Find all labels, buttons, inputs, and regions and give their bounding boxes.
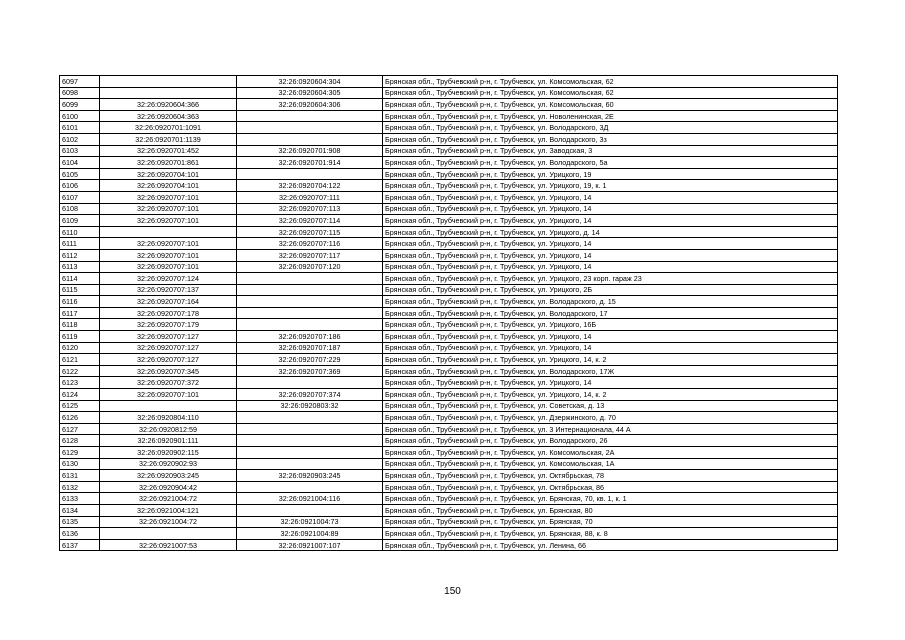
table-row (60, 215, 838, 227)
address-cell: Брянская обл., Трубчевский р-н, г. Трубчевск, ул. 3 Интернационала, 44 А (383, 423, 838, 435)
table-row (60, 110, 838, 122)
parcel-cadastral-cell: 32:26:0920707:178 (100, 307, 237, 319)
address-cell: Брянская обл., Трубчевский р-н, г. Трубчевск, ул. Брянская, 70, кв. 1, к. 1 (383, 493, 838, 505)
record-number-cell: 6137 (60, 539, 100, 551)
table-row (60, 528, 838, 540)
parcel-cadastral-cell: 32:26:0921007:53 (100, 539, 237, 551)
building-cadastral-cell: 32:26:0921004:116 (237, 493, 383, 505)
record-number-cell: 6114 (60, 273, 100, 285)
building-cadastral-cell: 32:26:0920604:305 (237, 87, 383, 99)
parcel-cadastral-cell: 32:26:0920707:101 (100, 261, 237, 273)
building-cadastral-cell: 32:26:0920707:374 (237, 389, 383, 401)
address-cell: Брянская обл., Трубчевский р-н, г. Трубчевск, ул. Урицкого, д. 14 (383, 226, 838, 238)
building-cadastral-cell (237, 133, 383, 145)
address-cell: Брянская обл., Трубчевский р-н, г. Трубчевск, ул. Брянская, 88, к. 8 (383, 528, 838, 540)
address-cell: Брянская обл., Трубчевский р-н, г. Трубчевск, ул. Урицкого, 14 (383, 261, 838, 273)
record-number-cell: 6097 (60, 76, 100, 88)
address-cell: Брянская обл., Трубчевский р-н, г. Трубчевск, ул. Володарского, 17 (383, 307, 838, 319)
parcel-cadastral-cell: 32:26:0920707:164 (100, 296, 237, 308)
table-row (60, 145, 838, 157)
record-number-cell: 6103 (60, 145, 100, 157)
address-cell: Брянская обл., Трубчевский р-н, г. Трубчевск, ул. Советская, д. 13 (383, 400, 838, 412)
table-row (60, 539, 838, 551)
record-number-cell: 6101 (60, 122, 100, 134)
table-row (60, 238, 838, 250)
parcel-cadastral-cell: 32:26:0920812:59 (100, 423, 237, 435)
table-row (60, 331, 838, 343)
table-row (60, 400, 838, 412)
record-number-cell: 6104 (60, 157, 100, 169)
table-row (60, 307, 838, 319)
address-cell: Брянская обл., Трубчевский р-н, г. Трубчевск, ул. Брянская, 80 (383, 504, 838, 516)
table-row (60, 157, 838, 169)
record-number-cell: 6126 (60, 412, 100, 424)
building-cadastral-cell (237, 273, 383, 285)
record-number-cell: 6121 (60, 354, 100, 366)
address-cell: Брянская обл., Трубчевский р-н, г. Трубчевск, ул. Урицкого, 23 корп. гараж 23 (383, 273, 838, 285)
address-cell: Брянская обл., Трубчевский р-н, г. Трубчевск, ул. Комсомольская, 60 (383, 99, 838, 111)
parcel-cadastral-cell: 32:26:0920707:179 (100, 319, 237, 331)
address-cell: Брянская обл., Трубчевский р-н, г. Трубчевск, ул. Володарского, 17Ж (383, 365, 838, 377)
parcel-cadastral-cell: 32:26:0920701:1091 (100, 122, 237, 134)
record-number-cell: 6110 (60, 226, 100, 238)
building-cadastral-cell (237, 458, 383, 470)
building-cadastral-cell: 32:26:0921007:107 (237, 539, 383, 551)
table-row (60, 389, 838, 401)
record-number-cell: 6113 (60, 261, 100, 273)
building-cadastral-cell (237, 412, 383, 424)
parcel-cadastral-cell: 32:26:0920704:101 (100, 168, 237, 180)
parcel-cadastral-cell (100, 226, 237, 238)
building-cadastral-cell: 32:26:0920701:914 (237, 157, 383, 169)
record-number-cell: 6127 (60, 423, 100, 435)
parcel-cadastral-cell: 32:26:0920901:111 (100, 435, 237, 447)
record-number-cell: 6116 (60, 296, 100, 308)
address-cell: Брянская обл., Трубчевский р-н, г. Трубчевск, ул. Урицкого, 14, к. 2 (383, 354, 838, 366)
address-cell: Брянская обл., Трубчевский р-н, г. Трубчевск, ул. Заводская, 3 (383, 145, 838, 157)
address-cell: Брянская обл., Трубчевский р-н, г. Трубчевск, ул. Володарского, 5а (383, 157, 838, 169)
table-row (60, 122, 838, 134)
parcel-cadastral-cell: 32:26:0921004:72 (100, 516, 237, 528)
building-cadastral-cell: 32:26:0920707:117 (237, 249, 383, 261)
parcel-cadastral-cell: 32:26:0920903:245 (100, 470, 237, 482)
address-cell: Брянская обл., Трубчевский р-н, г. Трубчевск, ул. Володарского, 3з (383, 133, 838, 145)
parcel-cadastral-cell (100, 76, 237, 88)
address-cell: Брянская обл., Трубчевский р-н, г. Трубчевск, ул. Комсомольская, 2А (383, 447, 838, 459)
building-cadastral-cell: 32:26:0920707:369 (237, 365, 383, 377)
address-cell: Брянская обл., Трубчевский р-н, г. Трубчевск, ул. Октябрьская, 78 (383, 470, 838, 482)
address-cell: Брянская обл., Трубчевский р-н, г. Трубчевск, ул. Урицкого, 14 (383, 215, 838, 227)
record-number-cell: 6120 (60, 342, 100, 354)
parcel-cadastral-cell: 32:26:0920902:93 (100, 458, 237, 470)
address-cell: Брянская обл., Трубчевский р-н, г. Трубчевск, ул. Урицкого, 14 (383, 342, 838, 354)
page-number: 150 (444, 586, 461, 597)
parcel-cadastral-cell: 32:26:0920707:101 (100, 238, 237, 250)
building-cadastral-cell (237, 296, 383, 308)
building-cadastral-cell (237, 110, 383, 122)
record-number-cell: 6118 (60, 319, 100, 331)
building-cadastral-cell (237, 168, 383, 180)
table-row (60, 481, 838, 493)
record-number-cell: 6130 (60, 458, 100, 470)
address-cell: Брянская обл., Трубчевский р-н, г. Трубчевск, ул. Урицкого, 14, к. 2 (383, 389, 838, 401)
record-number-cell: 6133 (60, 493, 100, 505)
address-cell: Брянская обл., Трубчевский р-н, г. Трубчевск, ул. Урицкого, 14 (383, 377, 838, 389)
record-number-cell: 6134 (60, 504, 100, 516)
parcel-cadastral-cell: 32:26:0920804:110 (100, 412, 237, 424)
records-table-body (60, 76, 838, 551)
address-cell: Брянская обл., Трубчевский р-н, г. Трубчевск, ул. Урицкого, 19 (383, 168, 838, 180)
building-cadastral-cell (237, 377, 383, 389)
building-cadastral-cell: 32:26:0920707:186 (237, 331, 383, 343)
building-cadastral-cell: 32:26:0921004:73 (237, 516, 383, 528)
parcel-cadastral-cell: 32:26:0920604:363 (100, 110, 237, 122)
building-cadastral-cell: 32:26:0921004:89 (237, 528, 383, 540)
building-cadastral-cell: 32:26:0920707:113 (237, 203, 383, 215)
record-number-cell: 6132 (60, 481, 100, 493)
parcel-cadastral-cell: 32:26:0920904:42 (100, 481, 237, 493)
address-cell: Брянская обл., Трубчевский р-н, г. Трубчевск, ул. Урицкого, 14 (383, 249, 838, 261)
address-cell: Брянская обл., Трубчевский р-н, г. Трубчевск, ул. Новоленинская, 2Е (383, 110, 838, 122)
parcel-cadastral-cell: 32:26:0920701:452 (100, 145, 237, 157)
table-row (60, 284, 838, 296)
parcel-cadastral-cell: 32:26:0920707:127 (100, 342, 237, 354)
address-cell: Брянская обл., Трубчевский р-н, г. Трубчевск, ул. Ленина, 66 (383, 539, 838, 551)
record-number-cell: 6099 (60, 99, 100, 111)
parcel-cadastral-cell: 32:26:0920707:127 (100, 331, 237, 343)
building-cadastral-cell: 32:26:0920707:116 (237, 238, 383, 250)
table-row (60, 191, 838, 203)
address-cell: Брянская обл., Трубчевский р-н, г. Трубчевск, ул. Урицкого, 2Б (383, 284, 838, 296)
address-cell: Брянская обл., Трубчевский р-н, г. Трубчевск, ул. Урицкого, 19, к. 1 (383, 180, 838, 192)
table-row (60, 87, 838, 99)
record-number-cell: 6107 (60, 191, 100, 203)
record-number-cell: 6122 (60, 365, 100, 377)
building-cadastral-cell: 32:26:0920707:229 (237, 354, 383, 366)
record-number-cell: 6105 (60, 168, 100, 180)
building-cadastral-cell (237, 122, 383, 134)
parcel-cadastral-cell (100, 87, 237, 99)
building-cadastral-cell: 32:26:0920707:120 (237, 261, 383, 273)
table-row (60, 296, 838, 308)
building-cadastral-cell: 32:26:0920707:187 (237, 342, 383, 354)
parcel-cadastral-cell: 32:26:0920707:101 (100, 191, 237, 203)
address-cell: Брянская обл., Трубчевский р-н, г. Трубчевск, ул. Урицкого, 16Б (383, 319, 838, 331)
parcel-cadastral-cell: 32:26:0920902:115 (100, 447, 237, 459)
record-number-cell: 6112 (60, 249, 100, 261)
address-cell: Брянская обл., Трубчевский р-н, г. Трубчевск, ул. Комсомольская, 1А (383, 458, 838, 470)
building-cadastral-cell: 32:26:0920707:115 (237, 226, 383, 238)
table-row (60, 458, 838, 470)
record-number-cell: 6129 (60, 447, 100, 459)
address-cell: Брянская обл., Трубчевский р-н, г. Трубчевск, ул. Володарского, 26 (383, 435, 838, 447)
address-cell: Брянская обл., Трубчевский р-н, г. Трубчевск, ул. Брянская, 70 (383, 516, 838, 528)
record-number-cell: 6106 (60, 180, 100, 192)
record-number-cell: 6125 (60, 400, 100, 412)
table-row (60, 470, 838, 482)
parcel-cadastral-cell: 32:26:0920704:101 (100, 180, 237, 192)
address-cell: Брянская обл., Трубчевский р-н, г. Трубчевск, ул. Дзержинского, д. 70 (383, 412, 838, 424)
record-number-cell: 6111 (60, 238, 100, 250)
record-number-cell: 6098 (60, 87, 100, 99)
table-row (60, 133, 838, 145)
table-row (60, 354, 838, 366)
table-row (60, 273, 838, 285)
parcel-cadastral-cell: 32:26:0920707:124 (100, 273, 237, 285)
table-row (60, 447, 838, 459)
parcel-cadastral-cell: 32:26:0920701:861 (100, 157, 237, 169)
parcel-cadastral-cell: 32:26:0920707:101 (100, 389, 237, 401)
parcel-cadastral-cell: 32:26:0920701:1139 (100, 133, 237, 145)
record-number-cell: 6135 (60, 516, 100, 528)
records-table (59, 75, 838, 551)
record-number-cell: 6136 (60, 528, 100, 540)
table-row (60, 99, 838, 111)
table-row (60, 319, 838, 331)
building-cadastral-cell: 32:26:0920803:32 (237, 400, 383, 412)
building-cadastral-cell (237, 307, 383, 319)
building-cadastral-cell (237, 447, 383, 459)
table-row (60, 435, 838, 447)
address-cell: Брянская обл., Трубчевский р-н, г. Трубчевск, ул. Урицкого, 14 (383, 203, 838, 215)
table-row (60, 168, 838, 180)
table-row (60, 180, 838, 192)
building-cadastral-cell: 32:26:0920707:111 (237, 191, 383, 203)
building-cadastral-cell: 32:26:0920604:304 (237, 76, 383, 88)
record-number-cell: 6102 (60, 133, 100, 145)
building-cadastral-cell: 32:26:0920604:306 (237, 99, 383, 111)
table-row (60, 377, 838, 389)
table-row (60, 249, 838, 261)
table-row (60, 342, 838, 354)
record-number-cell: 6117 (60, 307, 100, 319)
table-row (60, 412, 838, 424)
table-row (60, 365, 838, 377)
record-number-cell: 6119 (60, 331, 100, 343)
building-cadastral-cell (237, 319, 383, 331)
building-cadastral-cell (237, 435, 383, 447)
building-cadastral-cell: 32:26:0920701:908 (237, 145, 383, 157)
table-row (60, 493, 838, 505)
address-cell: Брянская обл., Трубчевский р-н, г. Трубчевск, ул. Урицкого, 14 (383, 331, 838, 343)
address-cell: Брянская обл., Трубчевский р-н, г. Трубчевск, ул. Комсомольская, 62 (383, 87, 838, 99)
table-row (60, 516, 838, 528)
parcel-cadastral-cell: 32:26:0921004:72 (100, 493, 237, 505)
building-cadastral-cell: 32:26:0920707:114 (237, 215, 383, 227)
address-cell: Брянская обл., Трубчевский р-н, г. Трубчевск, ул. Урицкого, 14 (383, 238, 838, 250)
building-cadastral-cell (237, 423, 383, 435)
parcel-cadastral-cell: 32:26:0920707:101 (100, 203, 237, 215)
building-cadastral-cell (237, 284, 383, 296)
table-row (60, 423, 838, 435)
parcel-cadastral-cell (100, 400, 237, 412)
address-cell: Брянская обл., Трубчевский р-н, г. Трубчевск, ул. Урицкого, 14 (383, 191, 838, 203)
address-cell: Брянская обл., Трубчевский р-н, г. Трубчевск, ул. Октябрьская, 86 (383, 481, 838, 493)
table-row (60, 504, 838, 516)
parcel-cadastral-cell: 32:26:0920707:101 (100, 249, 237, 261)
address-cell: Брянская обл., Трубчевский р-н, г. Трубчевск, ул. Володарского, 3Д (383, 122, 838, 134)
address-cell: Брянская обл., Трубчевский р-н, г. Трубчевск, ул. Володарского, д. 15 (383, 296, 838, 308)
building-cadastral-cell (237, 481, 383, 493)
address-cell: Брянская обл., Трубчевский р-н, г. Трубчевск, ул. Комсомольская, 62 (383, 76, 838, 88)
building-cadastral-cell (237, 504, 383, 516)
parcel-cadastral-cell: 32:26:0920707:345 (100, 365, 237, 377)
record-number-cell: 6115 (60, 284, 100, 296)
parcel-cadastral-cell: 32:26:0920707:372 (100, 377, 237, 389)
parcel-cadastral-cell: 32:26:0920707:101 (100, 215, 237, 227)
parcel-cadastral-cell: 32:26:0921004:121 (100, 504, 237, 516)
table-row (60, 76, 838, 88)
parcel-cadastral-cell: 32:26:0920604:366 (100, 99, 237, 111)
record-number-cell: 6124 (60, 389, 100, 401)
record-number-cell: 6123 (60, 377, 100, 389)
record-number-cell: 6128 (60, 435, 100, 447)
parcel-cadastral-cell: 32:26:0920707:127 (100, 354, 237, 366)
table-row (60, 226, 838, 238)
record-number-cell: 6100 (60, 110, 100, 122)
building-cadastral-cell: 32:26:0920704:122 (237, 180, 383, 192)
parcel-cadastral-cell (100, 528, 237, 540)
record-number-cell: 6108 (60, 203, 100, 215)
parcel-cadastral-cell: 32:26:0920707:137 (100, 284, 237, 296)
record-number-cell: 6131 (60, 470, 100, 482)
table-row (60, 261, 838, 273)
building-cadastral-cell: 32:26:0920903:245 (237, 470, 383, 482)
table-row (60, 203, 838, 215)
record-number-cell: 6109 (60, 215, 100, 227)
